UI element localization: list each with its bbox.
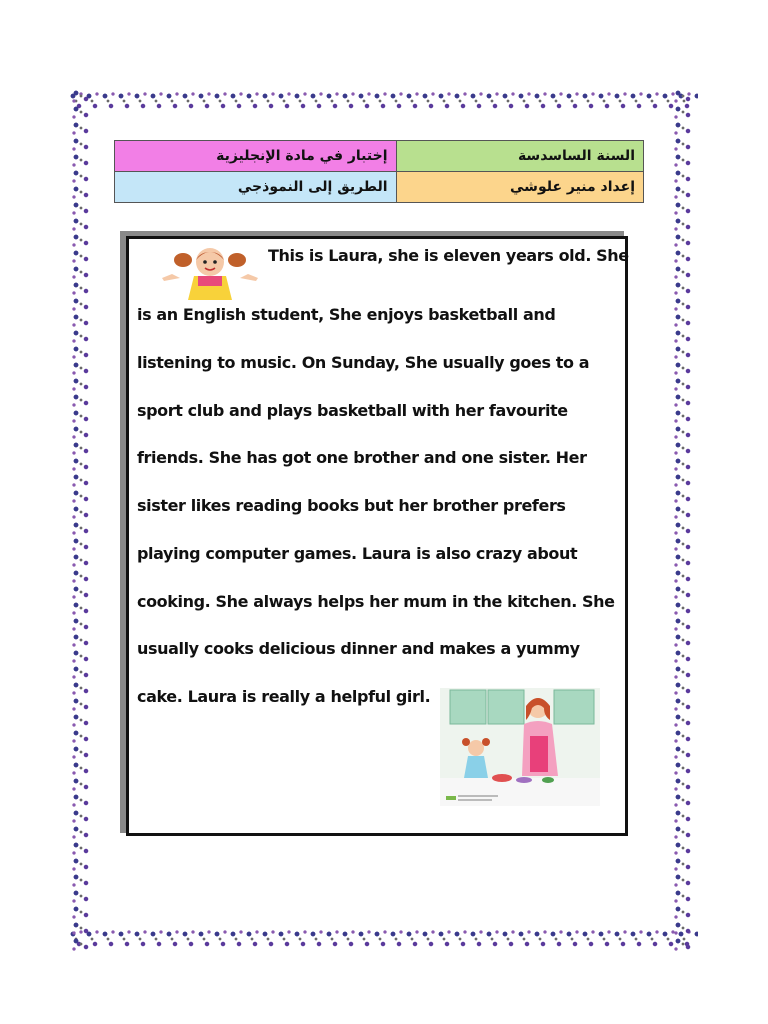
laura-girl-illustration	[160, 246, 260, 302]
exam-subject-cell: إختبار في مادة الإنجليزية	[115, 141, 397, 172]
passage-line: cake. Laura is really a helpful girl.	[137, 687, 431, 706]
header-row	[115, 141, 644, 172]
passage-line: cooking. She always helps her mum in the kitchen. She	[137, 592, 615, 611]
header-table	[114, 140, 644, 203]
passage-line: is an English student, She enjoys basketball and	[137, 305, 556, 324]
passage-line: playing computer games. Laura is also crazy about	[137, 544, 578, 563]
passage-line: listening to music. On Sunday, She usually goes to a	[137, 353, 590, 372]
passage-line: sister likes reading books but her brother prefers	[137, 496, 566, 515]
author-cell: إعداد منير علوشي	[396, 172, 644, 203]
passage-line: friends. She has got one brother and one sister. Her	[137, 448, 587, 467]
header-row	[115, 172, 644, 203]
passage-line: sport club and plays basketball with her favourite	[137, 401, 568, 420]
school-name-cell: الطريق إلى النموذجي	[115, 172, 397, 203]
decorative-border-left	[68, 88, 96, 954]
passage-line: usually cooks delicious dinner and makes a yummy	[137, 639, 580, 658]
decorative-border-bottom	[68, 926, 698, 954]
passage-line: This is Laura, she is eleven years old. She	[268, 246, 629, 265]
decorative-border-right	[670, 88, 698, 954]
grade-level-cell: السنة الساسدسة	[396, 141, 644, 172]
mother-daughter-cooking-illustration	[440, 688, 600, 806]
decorative-border-top	[68, 88, 698, 116]
